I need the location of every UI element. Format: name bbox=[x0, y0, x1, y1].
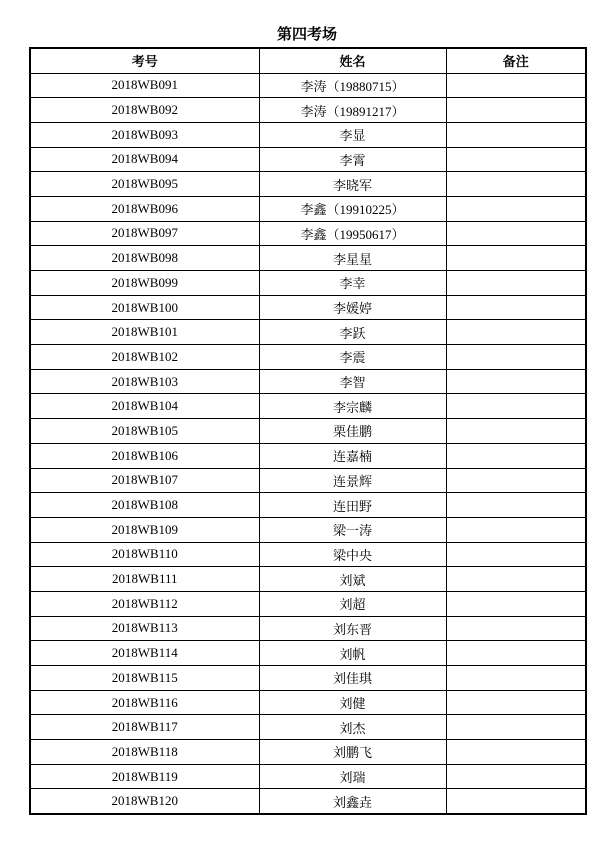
exam-no-cell: 2018WB103 bbox=[30, 369, 259, 394]
table-row bbox=[30, 246, 586, 271]
name-cell: 刘超 bbox=[259, 591, 446, 616]
table-row bbox=[30, 295, 586, 320]
exam-no-cell: 2018WB108 bbox=[30, 493, 259, 518]
table-row bbox=[30, 616, 586, 641]
note-cell bbox=[446, 641, 586, 666]
exam-no-cell: 2018WB107 bbox=[30, 468, 259, 493]
note-cell bbox=[446, 690, 586, 715]
name-cell: 刘鑫垚 bbox=[259, 789, 446, 814]
table-row bbox=[30, 567, 586, 592]
name-cell: 李晓军 bbox=[259, 172, 446, 197]
exam-no-cell: 2018WB096 bbox=[30, 196, 259, 221]
name-cell: 李涛（19880715） bbox=[259, 73, 446, 98]
note-cell bbox=[446, 122, 586, 147]
note-cell bbox=[446, 172, 586, 197]
name-cell: 刘杰 bbox=[259, 715, 446, 740]
table-header bbox=[30, 48, 586, 73]
note-cell bbox=[446, 394, 586, 419]
note-cell bbox=[446, 443, 586, 468]
exam-no-cell: 2018WB106 bbox=[30, 443, 259, 468]
name-cell: 刘鹏飞 bbox=[259, 740, 446, 765]
table-row bbox=[30, 764, 586, 789]
name-cell: 梁一涛 bbox=[259, 517, 446, 542]
table-row bbox=[30, 345, 586, 370]
name-cell: 李鑫（19910225） bbox=[259, 196, 446, 221]
note-cell bbox=[446, 246, 586, 271]
name-cell: 梁中央 bbox=[259, 542, 446, 567]
table-body bbox=[30, 73, 586, 814]
name-cell: 李幸 bbox=[259, 271, 446, 296]
exam-no-cell: 2018WB114 bbox=[30, 641, 259, 666]
name-cell: 连田野 bbox=[259, 493, 446, 518]
note-cell bbox=[446, 196, 586, 221]
name-cell: 李震 bbox=[259, 345, 446, 370]
exam-no-cell: 2018WB101 bbox=[30, 320, 259, 345]
table-row bbox=[30, 468, 586, 493]
header-note: 备注 bbox=[446, 48, 586, 73]
name-cell: 李宗麟 bbox=[259, 394, 446, 419]
header-name: 姓名 bbox=[259, 48, 446, 73]
exam-no-cell: 2018WB118 bbox=[30, 740, 259, 765]
table-row bbox=[30, 715, 586, 740]
note-cell bbox=[446, 764, 586, 789]
name-cell: 李涛（19891217） bbox=[259, 98, 446, 123]
table-row bbox=[30, 394, 586, 419]
table-row bbox=[30, 147, 586, 172]
exam-no-cell: 2018WB094 bbox=[30, 147, 259, 172]
exam-roster-table bbox=[29, 47, 587, 815]
name-cell: 刘东晋 bbox=[259, 616, 446, 641]
table-row bbox=[30, 690, 586, 715]
note-cell bbox=[446, 345, 586, 370]
table-row bbox=[30, 73, 586, 98]
exam-no-cell: 2018WB102 bbox=[30, 345, 259, 370]
name-cell: 李星星 bbox=[259, 246, 446, 271]
note-cell bbox=[446, 740, 586, 765]
note-cell bbox=[446, 221, 586, 246]
exam-no-cell: 2018WB109 bbox=[30, 517, 259, 542]
name-cell: 连嘉楠 bbox=[259, 443, 446, 468]
page-title: 第四考场 bbox=[276, 27, 337, 43]
table-row bbox=[30, 196, 586, 221]
note-cell bbox=[446, 542, 586, 567]
exam-no-cell: 2018WB093 bbox=[30, 122, 259, 147]
table-row bbox=[30, 271, 586, 296]
exam-no-cell: 2018WB116 bbox=[30, 690, 259, 715]
exam-no-cell: 2018WB119 bbox=[30, 764, 259, 789]
table-row bbox=[30, 591, 586, 616]
exam-no-cell: 2018WB100 bbox=[30, 295, 259, 320]
exam-no-cell: 2018WB117 bbox=[30, 715, 259, 740]
table-row bbox=[30, 122, 586, 147]
exam-no-cell: 2018WB104 bbox=[30, 394, 259, 419]
name-cell: 李智 bbox=[259, 369, 446, 394]
exam-no-cell: 2018WB097 bbox=[30, 221, 259, 246]
table-row bbox=[30, 320, 586, 345]
note-cell bbox=[446, 98, 586, 123]
exam-no-cell: 2018WB120 bbox=[30, 789, 259, 814]
table-row bbox=[30, 369, 586, 394]
exam-no-cell: 2018WB098 bbox=[30, 246, 259, 271]
name-cell: 连景辉 bbox=[259, 468, 446, 493]
note-cell bbox=[446, 419, 586, 444]
exam-no-cell: 2018WB092 bbox=[30, 98, 259, 123]
table-row bbox=[30, 172, 586, 197]
header-row bbox=[30, 48, 586, 73]
note-cell bbox=[446, 567, 586, 592]
exam-no-cell: 2018WB115 bbox=[30, 666, 259, 691]
table-row bbox=[30, 419, 586, 444]
name-cell: 刘斌 bbox=[259, 567, 446, 592]
note-cell bbox=[446, 468, 586, 493]
table-row bbox=[30, 493, 586, 518]
table-row bbox=[30, 666, 586, 691]
exam-no-cell: 2018WB105 bbox=[30, 419, 259, 444]
table-row bbox=[30, 740, 586, 765]
note-cell bbox=[446, 517, 586, 542]
name-cell: 李媛婷 bbox=[259, 295, 446, 320]
name-cell: 刘佳琪 bbox=[259, 666, 446, 691]
table-row bbox=[30, 517, 586, 542]
note-cell bbox=[446, 295, 586, 320]
table-row bbox=[30, 221, 586, 246]
table-row bbox=[30, 443, 586, 468]
note-cell bbox=[446, 73, 586, 98]
name-cell: 李霄 bbox=[259, 147, 446, 172]
header-exam-no: 考号 bbox=[30, 48, 259, 73]
note-cell bbox=[446, 591, 586, 616]
note-cell bbox=[446, 666, 586, 691]
name-cell: 刘健 bbox=[259, 690, 446, 715]
name-cell: 李跃 bbox=[259, 320, 446, 345]
exam-no-cell: 2018WB110 bbox=[30, 542, 259, 567]
note-cell bbox=[446, 147, 586, 172]
name-cell: 刘帆 bbox=[259, 641, 446, 666]
table-row bbox=[30, 542, 586, 567]
exam-no-cell: 2018WB113 bbox=[30, 616, 259, 641]
note-cell bbox=[446, 320, 586, 345]
exam-no-cell: 2018WB099 bbox=[30, 271, 259, 296]
exam-no-cell: 2018WB091 bbox=[30, 73, 259, 98]
name-cell: 李鑫（19950617） bbox=[259, 221, 446, 246]
note-cell bbox=[446, 715, 586, 740]
exam-no-cell: 2018WB112 bbox=[30, 591, 259, 616]
exam-no-cell: 2018WB095 bbox=[30, 172, 259, 197]
name-cell: 栗佳鹏 bbox=[259, 419, 446, 444]
name-cell: 李显 bbox=[259, 122, 446, 147]
note-cell bbox=[446, 789, 586, 814]
table-row bbox=[30, 789, 586, 814]
note-cell bbox=[446, 369, 586, 394]
table-row bbox=[30, 641, 586, 666]
note-cell bbox=[446, 493, 586, 518]
exam-no-cell: 2018WB111 bbox=[30, 567, 259, 592]
note-cell bbox=[446, 616, 586, 641]
table-row bbox=[30, 98, 586, 123]
name-cell: 刘瑞 bbox=[259, 764, 446, 789]
note-cell bbox=[446, 271, 586, 296]
